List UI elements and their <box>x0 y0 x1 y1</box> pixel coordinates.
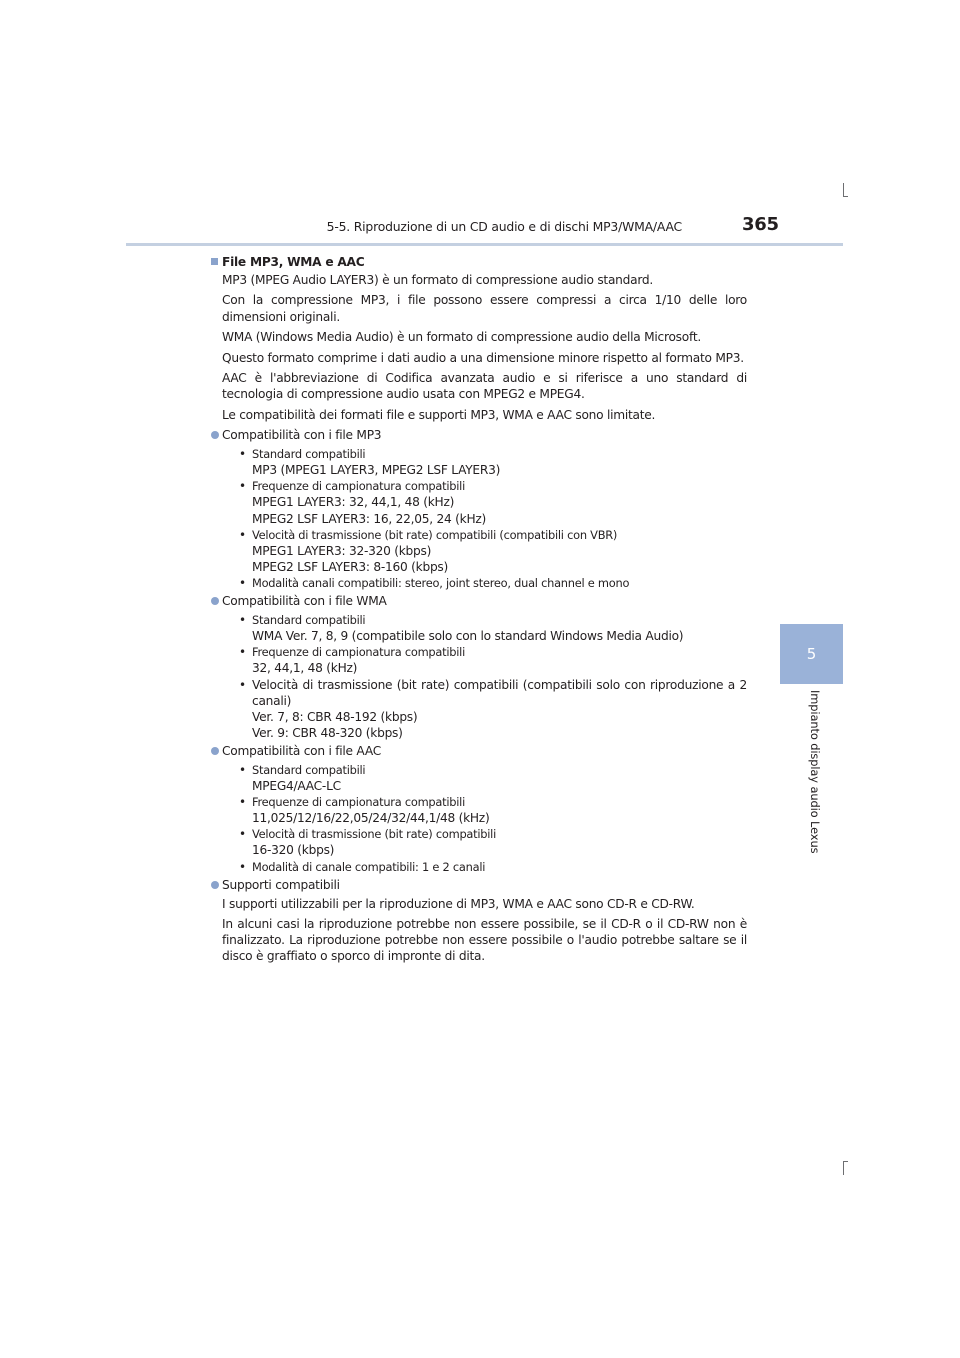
list-item-value: Ver. 9: CBR 48-320 (kbps) <box>252 725 403 740</box>
wma-subsection-title <box>212 593 747 609</box>
list-item <box>222 826 747 858</box>
list-item-value: 16-320 (kbps) <box>252 843 335 858</box>
list-item-label: Standard compatibili <box>252 613 366 628</box>
list-item-label: Standard compatibili <box>252 447 366 462</box>
square-bullet-icon <box>211 258 218 265</box>
mp3-subsection-title <box>212 427 747 443</box>
list-item-value: MPEG2 LSF LAYER3: 16, 22,05, 24 (kHz) <box>252 511 487 526</box>
list-item-label: Standard compatibili <box>252 762 366 777</box>
list-item-label: Velocità di trasmissione (bit rate) compatibili (compatibili solo con riproduzione a 2 canali) <box>252 677 747 708</box>
dot-bullet-icon: • <box>239 527 246 542</box>
list-item-label: Modalità canali compatibili: stereo, joint stereo, dual channel e mono <box>252 575 630 590</box>
dot-bullet-icon: • <box>239 859 246 874</box>
circle-bullet-icon <box>211 431 219 439</box>
section-heading-text: File MP3, WMA e AAC <box>222 255 365 269</box>
list-item-value: WMA Ver. 7, 8, 9 (compatibile solo con lo standard Windows Media Audio) <box>252 629 684 644</box>
paragraph: MP3 (MPEG Audio LAYER3) è un formato di compressione audio standard. <box>222 273 654 287</box>
list-item-value: MPEG1 LAYER3: 32-320 (kbps) <box>252 543 432 558</box>
paragraph: WMA (Windows Media Audio) è un formato di compressione audio della Microsoft. <box>222 330 701 345</box>
list-item-value: 11,025/12/16/22,05/24/32/44,1/48 (kHz) <box>252 811 490 826</box>
list-item-label: Frequenze di campionatura compatibili <box>252 795 465 810</box>
paragraph: AAC è l'abbreviazione di Codifica avanzata audio e si riferisce a uno standard di tecnologia di compressione audio usata con MPEG2 e MPEG4. <box>222 371 747 402</box>
running-header: 5-5. Riproduzione di un CD audio e di dischi MP3/WMA/AAC <box>326 219 682 234</box>
page-number: 365 <box>742 214 779 235</box>
list-item-label: Velocità di trasmissione (bit rate) compatibili <box>252 827 497 842</box>
subsection-title-text: Compatibilità con i file MP3 <box>222 428 382 443</box>
list-item <box>222 859 747 875</box>
media-subsection-title <box>212 877 747 893</box>
list-item-value: MPEG1 LAYER3: 32, 44,1, 48 (kHz) <box>252 495 455 510</box>
dot-bullet-icon: • <box>239 677 246 692</box>
chapter-tab <box>780 624 843 684</box>
paragraph: Con la compressione MP3, i file possono essere compressi a circa 1/10 delle loro dimensioni originali. <box>222 293 747 324</box>
dot-bullet-icon: • <box>239 795 246 810</box>
dot-bullet-icon: • <box>239 613 246 628</box>
chapter-number: 5 <box>806 645 817 663</box>
dot-bullet-icon: • <box>239 575 246 590</box>
paragraph: I supporti utilizzabili per la riproduzione di MP3, WMA e AAC sono CD-R e CD-RW. <box>222 896 695 911</box>
circle-bullet-icon <box>211 597 219 605</box>
list-item-value: 32, 44,1, 48 (kHz) <box>252 661 358 676</box>
header-rule <box>126 243 843 246</box>
list-item-label: Velocità di trasmissione (bit rate) compatibili (compatibili con VBR) <box>252 527 618 542</box>
dot-bullet-icon: • <box>239 827 246 842</box>
list-item-value: Ver. 7, 8: CBR 48-192 (kbps) <box>252 709 418 724</box>
list-item <box>222 478 747 526</box>
list-item <box>222 612 747 644</box>
list-item-label: Frequenze di campionatura compatibili <box>252 645 465 660</box>
list-item <box>222 794 747 826</box>
paragraph: Questo formato comprime i dati audio a una dimensione minore rispetto al formato MP3. <box>222 350 744 365</box>
list-item-value: MP3 (MPEG1 LAYER3, MPEG2 LSF LAYER3) <box>252 463 501 478</box>
list-item <box>222 446 747 478</box>
dot-bullet-icon: • <box>239 447 246 462</box>
section-heading <box>212 254 747 272</box>
list-item <box>222 527 747 575</box>
list-item <box>222 575 747 591</box>
circle-bullet-icon <box>211 747 219 755</box>
chapter-side-title: Impianto display audio Lexus <box>808 690 822 854</box>
aac-subsection-title <box>212 743 747 759</box>
list-item <box>222 677 747 741</box>
page-content <box>222 254 747 969</box>
list-item <box>222 644 747 676</box>
dot-bullet-icon: • <box>239 762 246 777</box>
paragraph: Le compatibilità dei formati file e supporti MP3, WMA e AAC sono limitate. <box>222 407 656 422</box>
list-item-value: MPEG2 LSF LAYER3: 8-160 (kbps) <box>252 559 449 574</box>
crop-mark-bottom <box>843 1161 844 1175</box>
subsection-title-text: Compatibilità con i file AAC <box>222 743 381 758</box>
dot-bullet-icon: • <box>239 479 246 494</box>
list-item <box>222 762 747 794</box>
subsection-title-text: Supporti compatibili <box>222 877 340 892</box>
list-item-label: Frequenze di campionatura compatibili <box>252 479 465 494</box>
paragraph: In alcuni casi la riproduzione potrebbe non essere possibile, se il CD-R o il CD-RW non è finalizzato. La riproduzione potrebbe non essere possibile o l'audio potrebbe saltare se il disco è graffiato o sporco di impronte di dita. <box>222 917 747 964</box>
circle-bullet-icon <box>211 881 219 889</box>
crop-mark-top <box>843 183 844 197</box>
dot-bullet-icon: • <box>239 645 246 660</box>
list-item-label: Modalità di canale compatibili: 1 e 2 canali <box>252 859 486 874</box>
list-item-value: MPEG4/AAC-LC <box>252 779 341 794</box>
subsection-title-text: Compatibilità con i file WMA <box>222 594 387 609</box>
